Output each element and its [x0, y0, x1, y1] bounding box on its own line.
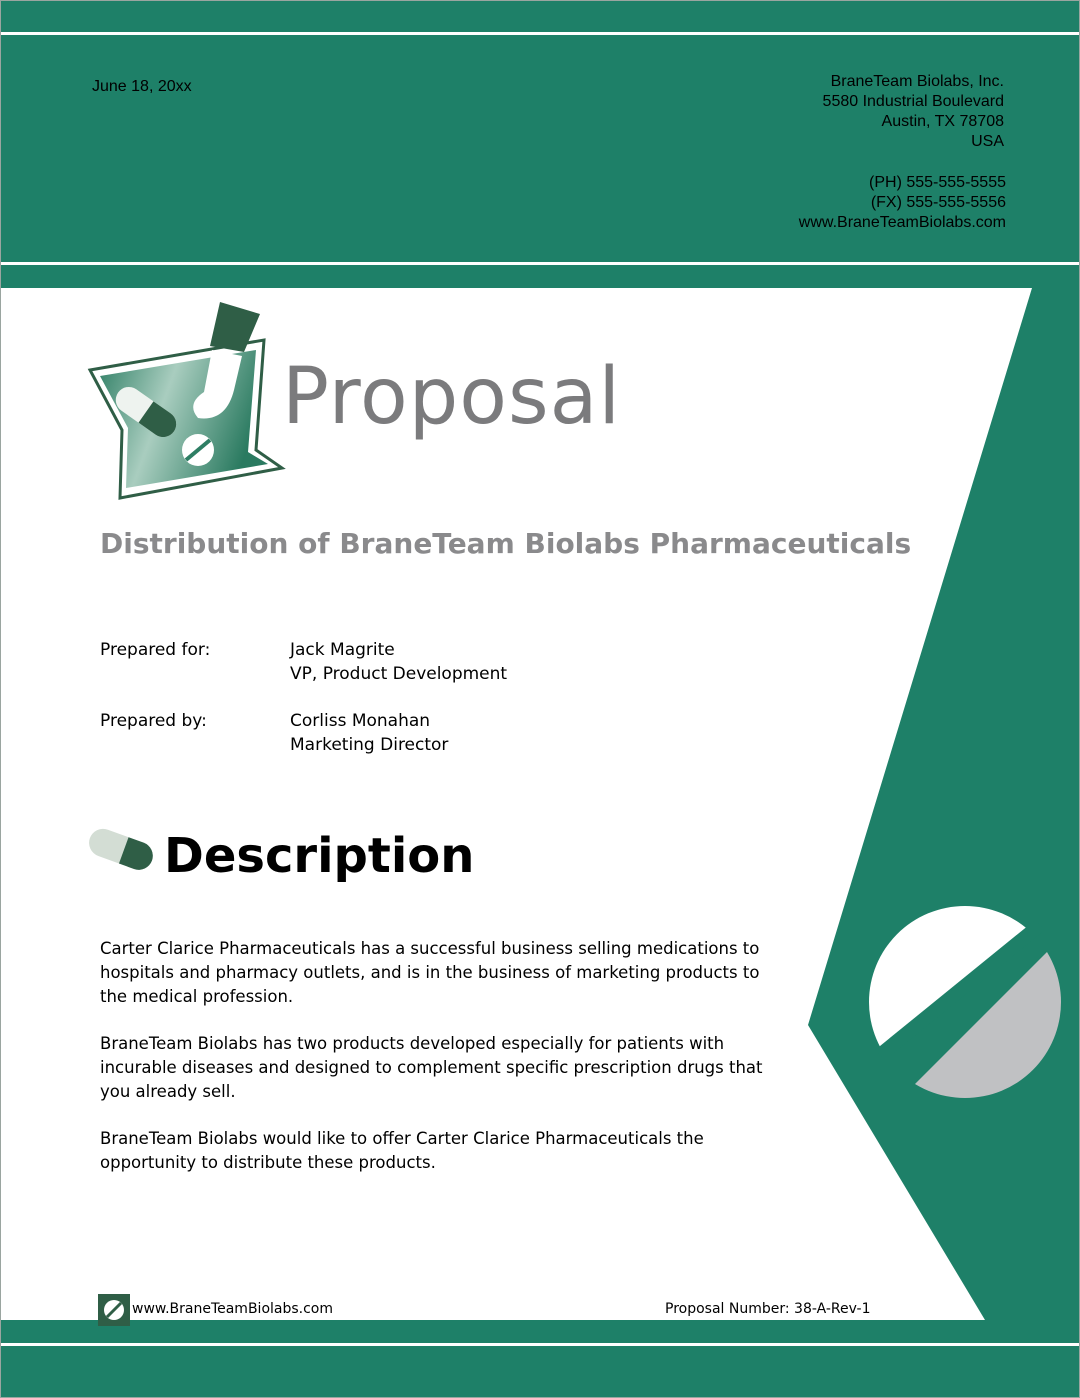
company-website[interactable]: www.BraneTeamBiolabs.com	[798, 214, 1006, 231]
description-paragraph-2: BraneTeam Biolabs has two products developed especially for patients with incurable diseases and designed to complement specific prescription drugs that you already sell.	[100, 1034, 763, 1101]
capsule-icon	[84, 824, 160, 878]
footer-logo-icon	[98, 1294, 130, 1326]
company-street: 5580 Industrial Boulevard	[822, 93, 1004, 110]
prepared-by-name: Corliss Monahan	[290, 711, 431, 731]
right-band	[808, 288, 1080, 1398]
company-name: BraneTeam Biolabs, Inc.	[830, 73, 1004, 90]
tablet-icon	[860, 905, 1070, 1105]
company-fax: (FX) 555-555-5556	[870, 194, 1006, 211]
prepared-for-name: Jack Magrite	[290, 640, 395, 660]
description-paragraph-3: BraneTeam Biolabs would like to offer Carter Clarice Pharmaceuticals the opportunity to distribute these products.	[100, 1129, 704, 1172]
document-title: Proposal	[282, 352, 622, 442]
prepared-for-label: Prepared for:	[100, 640, 211, 660]
document-date: June 18, 20xx	[92, 78, 192, 95]
description-paragraph-1: Carter Clarice Pharmaceuticals has a successful business selling medications to hospitals and pharmacy outlets, and is in the business of marketing products to the medical profession.	[100, 939, 760, 1006]
prepared-by-label: Prepared by:	[100, 711, 207, 731]
company-phone: (PH) 555-555-5555	[869, 174, 1006, 191]
footer-band	[0, 1320, 1080, 1398]
footer-website[interactable]: www.BraneTeamBiolabs.com	[132, 1301, 334, 1317]
company-country: USA	[971, 133, 1004, 150]
company-contact	[799, 173, 1006, 233]
footer-line	[0, 1343, 1080, 1346]
company-city: Austin, TX 78708	[881, 113, 1004, 130]
header-line-bottom	[0, 262, 1080, 265]
company-address	[823, 72, 1004, 152]
prepared-for-details	[290, 638, 507, 686]
prepared-by-details	[290, 709, 448, 757]
mortar-pestle-logo-icon	[86, 300, 286, 500]
prepared-by-role: Marketing Director	[290, 735, 449, 755]
description-heading: Description	[164, 828, 475, 884]
header-line-top	[0, 32, 1080, 35]
document-subtitle: Distribution of BraneTeam Biolabs Pharmaceuticals	[100, 527, 912, 560]
proposal-number: Proposal Number: 38-A-Rev-1	[665, 1301, 871, 1317]
prepared-for-role: VP, Product Development	[290, 664, 508, 684]
